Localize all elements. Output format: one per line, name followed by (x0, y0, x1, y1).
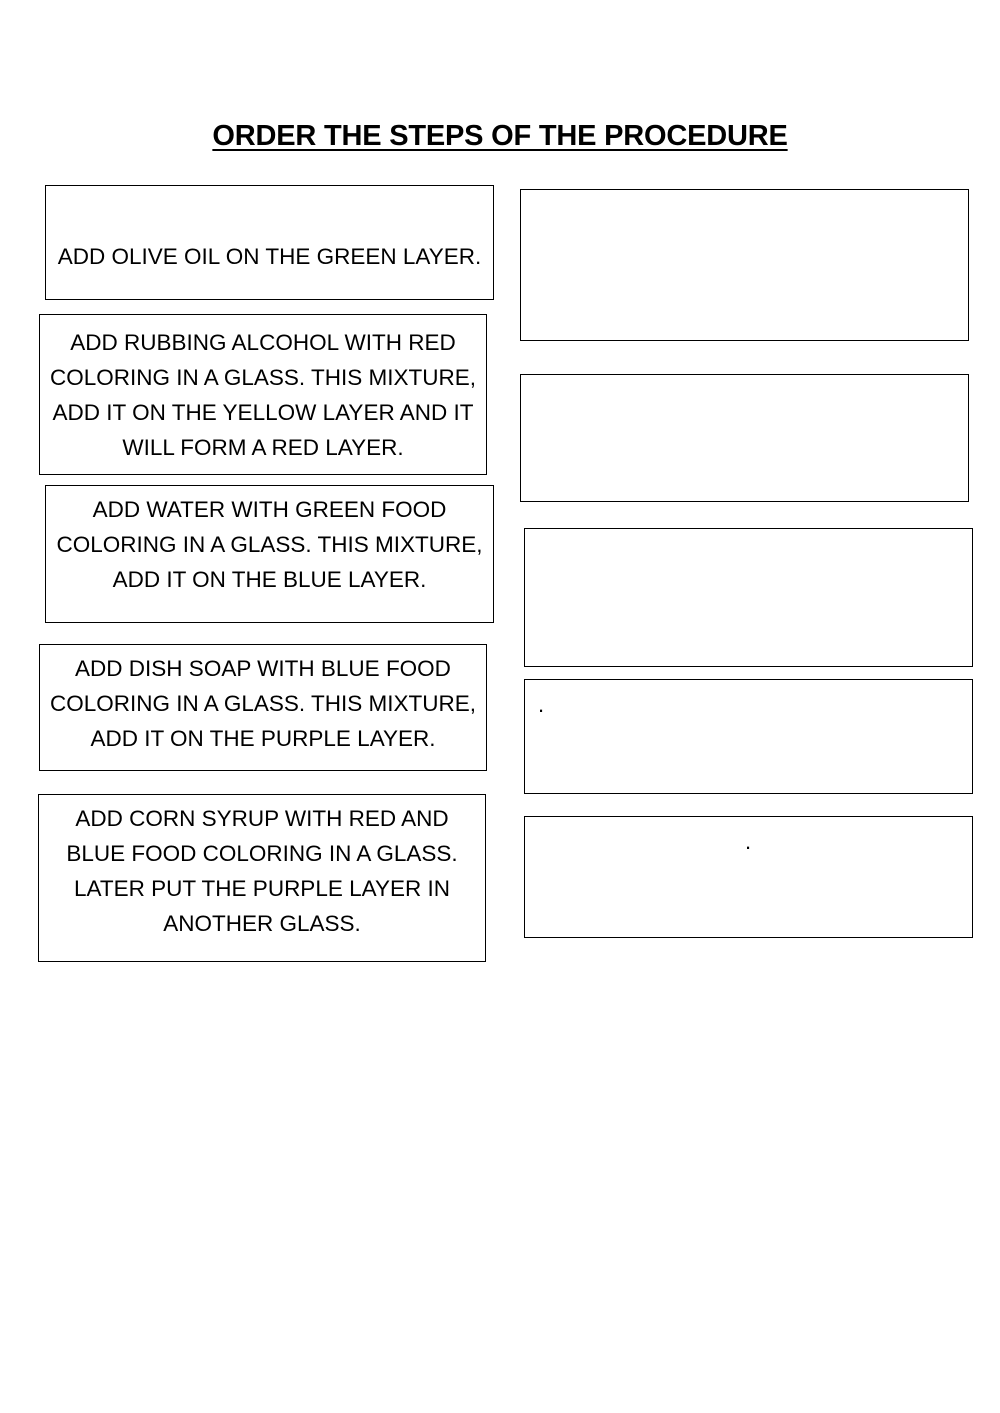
step-text-line: LATER PUT THE PURPLE LAYER IN (74, 876, 450, 901)
answer-slot-2[interactable] (520, 374, 969, 502)
answer-slot-4[interactable] (524, 679, 973, 794)
step-text-line: ADD RUBBING ALCOHOL WITH RED (70, 329, 456, 355)
step-card-corn-syrup[interactable] (38, 794, 486, 962)
step-text-line: ADD IT ON THE PURPLE LAYER. (90, 726, 436, 751)
step-text-line: WILL FORM A RED LAYER. (122, 434, 404, 460)
step-card-water[interactable] (45, 485, 494, 623)
step-text-line: COLORING IN A GLASS. THIS MIXTURE, (50, 691, 476, 716)
step-card-olive-oil[interactable] (45, 185, 494, 300)
step-text-line: ADD DISH SOAP WITH BLUE FOOD (75, 656, 451, 681)
step-text-line: COLORING IN A GLASS. THIS MIXTURE, (56, 532, 483, 557)
page-title: ORDER THE STEPS OF THE PROCEDURE (212, 120, 788, 152)
step-text-line: ADD CORN SYRUP WITH RED AND (75, 806, 449, 831)
answer-slot-3[interactable] (524, 528, 973, 667)
step-card-rubbing-alcohol[interactable] (39, 314, 487, 475)
step-text-line: BLUE FOOD COLORING IN A GLASS. (66, 841, 458, 866)
step-card-dish-soap[interactable] (39, 644, 487, 771)
answer-slot-5[interactable] (524, 816, 973, 938)
step-text-line: ADD IT ON THE YELLOW LAYER AND IT (52, 399, 474, 425)
answer-slot-text: . (538, 692, 545, 717)
step-text-line: ADD OLIVE OIL ON THE GREEN LAYER. (57, 244, 482, 269)
step-text-line: ANOTHER GLASS. (163, 911, 361, 936)
answer-slot-text: . (745, 829, 752, 854)
step-text-line: ADD IT ON THE BLUE LAYER. (112, 567, 427, 592)
answer-slot-1[interactable] (520, 189, 969, 341)
step-text-line: COLORING IN A GLASS. THIS MIXTURE, (50, 364, 476, 390)
step-text-line: ADD WATER WITH GREEN FOOD (92, 497, 447, 522)
